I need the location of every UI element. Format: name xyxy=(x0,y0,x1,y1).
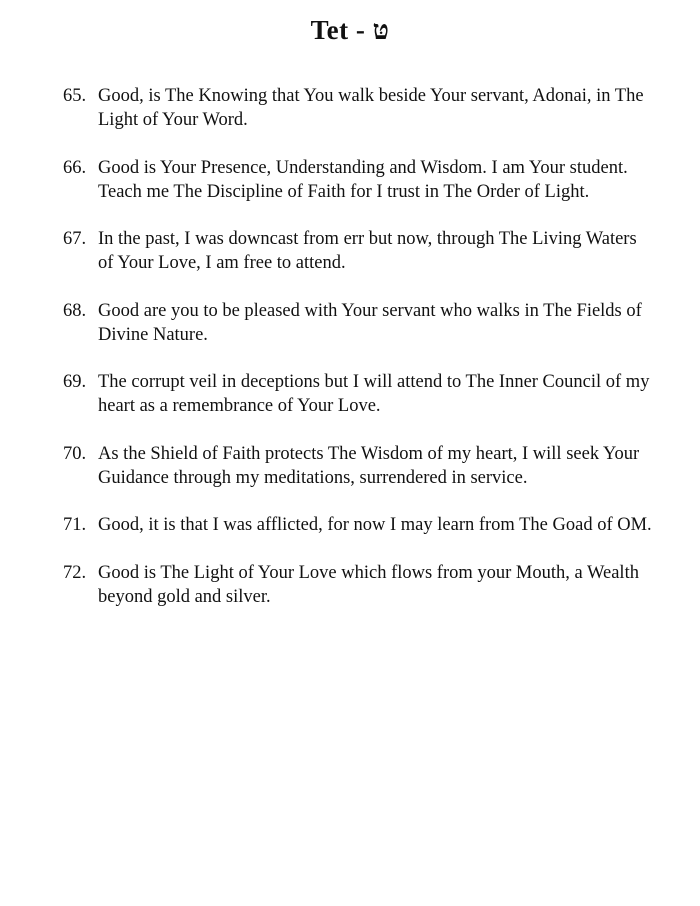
verse-text: Good are you to be pleased with Your servant who walks in The Fields of Divine Nature. xyxy=(98,300,642,345)
verse-number: 65. xyxy=(63,86,87,106)
verse-item xyxy=(63,84,653,132)
verse-item xyxy=(63,442,653,490)
verse-text: Good is The Light of Your Love which flows from your Mouth, a Wealth beyond gold and silver. xyxy=(98,562,639,607)
verse-text: The corrupt veil in deceptions but I will attend to The Inner Council of my heart as a remembrance of Your Love. xyxy=(98,372,650,416)
verse-text: In the past, I was downcast from err but now, through The Living Waters of Your Love, I am free to attend. xyxy=(98,229,637,273)
verse-text: Good is Your Presence, Understanding and Wisdom. I am Your student. Teach me The Discipline of Faith for I trust in The Order of Light. xyxy=(98,157,628,202)
verse-text: Good, is The Knowing that You walk beside Your servant, Adonai, in The Light of Your Word. xyxy=(98,86,644,130)
verse-number: 66. xyxy=(63,157,87,178)
verse-text: As the Shield of Faith protects The Wisdom of my heart, I will seek Your Guidance through my meditations, surrendered in service. xyxy=(98,443,640,488)
verse-item xyxy=(63,156,653,204)
verse-item xyxy=(63,561,653,609)
verse-number: 70. xyxy=(63,443,87,464)
verse-item xyxy=(63,370,653,418)
page-title: Tet - טּ xyxy=(310,15,390,45)
verse-number: 71. xyxy=(63,515,87,535)
verse-item xyxy=(63,227,653,275)
verse-item xyxy=(63,299,653,347)
verse-number: 69. xyxy=(63,372,87,392)
verse-item xyxy=(63,513,653,537)
verse-number: 68. xyxy=(63,300,87,321)
verse-number: 67. xyxy=(63,229,87,249)
verse-text: Good, it is that I was afflicted, for now I may learn from The Goad of OM. xyxy=(98,515,652,535)
verse-number: 72. xyxy=(63,562,87,583)
verse-list xyxy=(63,84,653,632)
